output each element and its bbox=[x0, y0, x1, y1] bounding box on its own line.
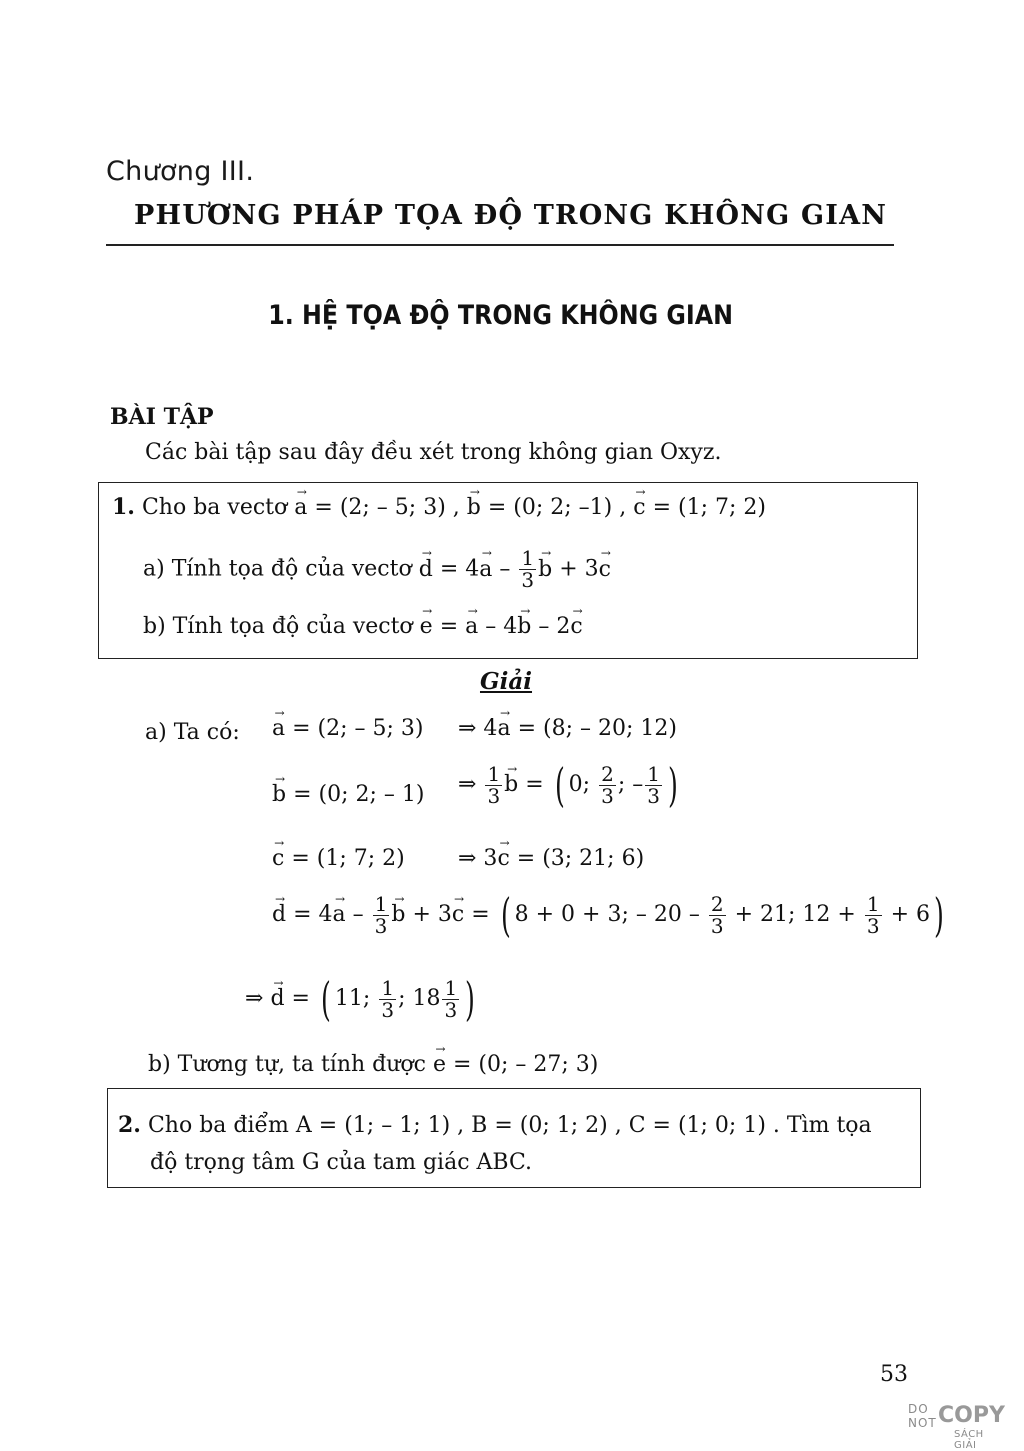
solution-row-1-right bbox=[458, 716, 677, 741]
vector-b: → b bbox=[272, 782, 286, 807]
solution-part-b bbox=[148, 1052, 598, 1077]
part-b-value: = (0; – 27; 3) bbox=[453, 1052, 599, 1077]
row-4-4a: = 4 bbox=[293, 902, 333, 927]
left-paren: ( bbox=[554, 758, 565, 812]
fraction-one-third: $\frac{1}{3}$ bbox=[381, 975, 395, 1022]
vector-c: → c bbox=[570, 614, 582, 639]
vector-c: → c bbox=[599, 557, 611, 582]
exercise-2-number: 2. bbox=[118, 1112, 141, 1138]
watermark-do: DO bbox=[908, 1402, 929, 1416]
row-4-sum-y: + 21; 12 + bbox=[734, 902, 856, 927]
part-b-label: b) Tính tọa độ của vectơ bbox=[143, 614, 413, 639]
vector-a: → a bbox=[497, 716, 510, 741]
vector-c-value: = (1; 7; 2) bbox=[652, 495, 766, 520]
solution-row-2-right: ⇒ $\frac{1}{3}$ → b = ( 0; $\frac{2}{3}$ ; – $\frac{1}{3}$ ) bbox=[458, 762, 682, 808]
row-3-left: = (1; 7; 2) bbox=[291, 846, 405, 871]
equals-sign: = bbox=[291, 986, 310, 1011]
expr-4b: – 4 bbox=[485, 614, 518, 639]
vector-e: → e bbox=[420, 614, 433, 639]
vector-c: → c bbox=[633, 495, 645, 520]
exercise-1-statement bbox=[112, 494, 766, 520]
chapter-title: PHƯƠNG PHÁP TỌA ĐỘ TRONG KHÔNG GIAN bbox=[134, 200, 888, 231]
vector-a: → a bbox=[333, 902, 346, 927]
row-4-sum-x: 8 + 0 + 3; – 20 – bbox=[514, 902, 700, 927]
vector-a: → a bbox=[294, 495, 307, 520]
part-a-label: a) Tính tọa độ của vectơ bbox=[143, 556, 412, 582]
exercise-1-prompt: Cho ba vectơ bbox=[141, 495, 288, 520]
row-2-implies: ⇒ bbox=[458, 772, 477, 797]
expr-2c: – 2 bbox=[538, 614, 571, 639]
vector-d: → d bbox=[419, 557, 433, 582]
row-4-sum-z: + 6 bbox=[890, 902, 931, 927]
exercise-1-number: 1. bbox=[112, 494, 135, 520]
minus-sign: – bbox=[352, 902, 364, 927]
fraction-one-third: $\frac{1}{3}$ bbox=[444, 975, 458, 1022]
solution-row-3 bbox=[272, 846, 405, 871]
vector-c: → c bbox=[497, 846, 509, 871]
vector-b-value: = (0; 2; –1) , bbox=[487, 495, 627, 520]
vector-a-value: = (2; – 5; 3) , bbox=[314, 495, 460, 520]
vector-b: → b bbox=[517, 614, 531, 639]
vector-a: → a bbox=[479, 557, 492, 582]
fraction-one-third: $\frac{1}{3}$ bbox=[866, 891, 880, 938]
vector-b: → b bbox=[538, 557, 552, 582]
fraction-one-third: $\frac{1}{3}$ bbox=[487, 761, 501, 808]
exercise-2-line-1 bbox=[118, 1112, 872, 1138]
exercise-1-part-b bbox=[143, 614, 583, 639]
watermark-brand: SÁCH GIẢI bbox=[954, 1429, 984, 1451]
left-paren: ( bbox=[321, 972, 331, 1026]
part-b-text: b) Tương tự, ta tính được bbox=[148, 1052, 426, 1077]
fraction-one-third: $\frac{1}{3}$ bbox=[521, 546, 535, 592]
watermark-not: NOT bbox=[908, 1416, 937, 1430]
vector-a: → a bbox=[465, 614, 478, 639]
vector-b: → b bbox=[504, 772, 518, 797]
page-number: 53 bbox=[880, 1362, 908, 1387]
solution-row-1 bbox=[272, 716, 424, 741]
watermark-copy: COPY bbox=[938, 1403, 1005, 1428]
equals-sign: = bbox=[439, 614, 459, 639]
row-1-left: = (2; – 5; 3) bbox=[292, 716, 424, 741]
exercise-1-part-a bbox=[143, 548, 611, 591]
expr-4a: = 4 bbox=[439, 556, 480, 582]
solution-row-3-right bbox=[458, 846, 644, 871]
expr-3c: + 3 bbox=[559, 556, 599, 582]
intro-text: Các bài tập sau đây đều xét trong không gian Oxyz. bbox=[145, 440, 722, 465]
equals-sign: = bbox=[471, 902, 490, 927]
section-title: 1. HỆ TỌA ĐỘ TRONG KHÔNG GIAN bbox=[268, 300, 734, 331]
chapter-label: Chương III. bbox=[106, 156, 255, 187]
title-rule bbox=[106, 244, 894, 246]
row-4-3c: + 3 bbox=[412, 902, 452, 927]
row-2-left: = (0; 2; – 1) bbox=[293, 782, 425, 807]
row-1-implies: ⇒ 4 bbox=[458, 716, 498, 741]
right-paren: ) bbox=[934, 888, 944, 942]
solution-lead: a) Ta có: bbox=[145, 720, 240, 745]
fraction-one-third: $\frac{1}{3}$ bbox=[374, 891, 388, 938]
vector-a: → a bbox=[272, 716, 285, 741]
solution-heading: Giải bbox=[479, 668, 533, 695]
exercise-2-line-2: độ trọng tâm G của tam giác ABC. bbox=[150, 1150, 533, 1175]
row-3-implies: ⇒ 3 bbox=[458, 846, 498, 871]
vector-c: → c bbox=[272, 846, 284, 871]
fraction-two-thirds: $\frac{2}{3}$ bbox=[601, 761, 614, 808]
implies-sign: ⇒ bbox=[245, 986, 264, 1011]
row-1-result: = (8; – 20; 12) bbox=[517, 716, 677, 741]
solution-row-5 bbox=[245, 972, 479, 1026]
right-paren: ) bbox=[668, 758, 678, 812]
exercise-2-text-1: Cho ba điểm A = (1; – 1; 1) , B = (0; 1; 2) , C = (1; 0; 1) . Tìm tọa bbox=[147, 1113, 872, 1138]
row-5-z: ; 18 bbox=[398, 986, 441, 1011]
minus-sign: – bbox=[499, 556, 511, 582]
negative-sign: – bbox=[632, 772, 644, 797]
watermark-logo bbox=[908, 1402, 1008, 1451]
solution-row-4 bbox=[272, 888, 948, 942]
exercises-heading: BÀI TẬP bbox=[110, 404, 214, 430]
row-5-x: 11; bbox=[334, 986, 371, 1011]
vector-d: → d bbox=[270, 986, 284, 1011]
vector-d: → d bbox=[272, 902, 286, 927]
vector-b: → b bbox=[467, 495, 481, 520]
row-3-result: = (3; 21; 6) bbox=[516, 846, 645, 871]
fraction-one-third: $\frac{1}{3}$ bbox=[647, 761, 660, 808]
vector-b: → b bbox=[391, 902, 405, 927]
vector-c: → c bbox=[452, 902, 464, 927]
fraction-two-thirds: $\frac{2}{3}$ bbox=[710, 891, 724, 938]
right-paren: ) bbox=[465, 972, 476, 1026]
solution-row-2 bbox=[272, 782, 424, 807]
left-paren: ( bbox=[500, 888, 511, 942]
vector-e: → e bbox=[433, 1052, 446, 1077]
